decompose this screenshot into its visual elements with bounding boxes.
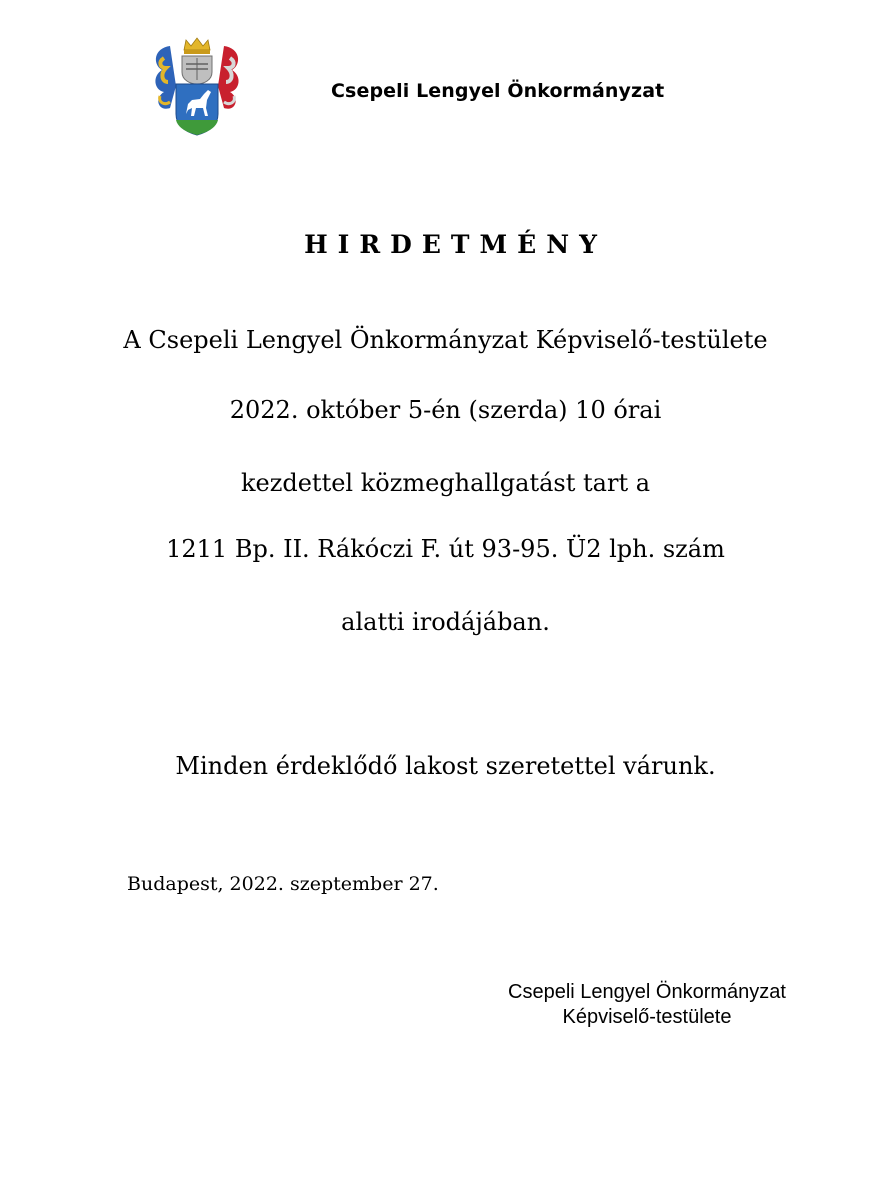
notice-line-2: 2022. október 5-én (szerda) 10 órai — [229, 396, 662, 424]
signature-block — [505, 980, 789, 1030]
notice-line-5: alatti irodájában. — [341, 608, 550, 636]
signature-body: Képviselő-testülete — [562, 1006, 732, 1028]
place-and-date: Budapest, 2022. szeptember 27. — [127, 873, 439, 895]
signature-organization: Csepeli Lengyel Önkormányzat — [508, 981, 786, 1003]
organization-header: Csepeli Lengyel Önkormányzat — [331, 80, 665, 102]
notice-line-3: kezdettel közmeghallgatást tart a — [240, 469, 651, 497]
notice-line-4: 1211 Bp. II. Rákóczi F. út 93-95. Ü2 lph. szám — [166, 535, 725, 563]
invitation-text: Minden érdeklődő lakost szeretettel várunk. — [175, 752, 716, 780]
notice-title: HIRDETMÉNY — [304, 230, 607, 259]
notice-line-1: A Csepeli Lengyel Önkormányzat Képviselő-testülete — [123, 326, 768, 354]
coat-of-arms-icon — [150, 36, 244, 136]
